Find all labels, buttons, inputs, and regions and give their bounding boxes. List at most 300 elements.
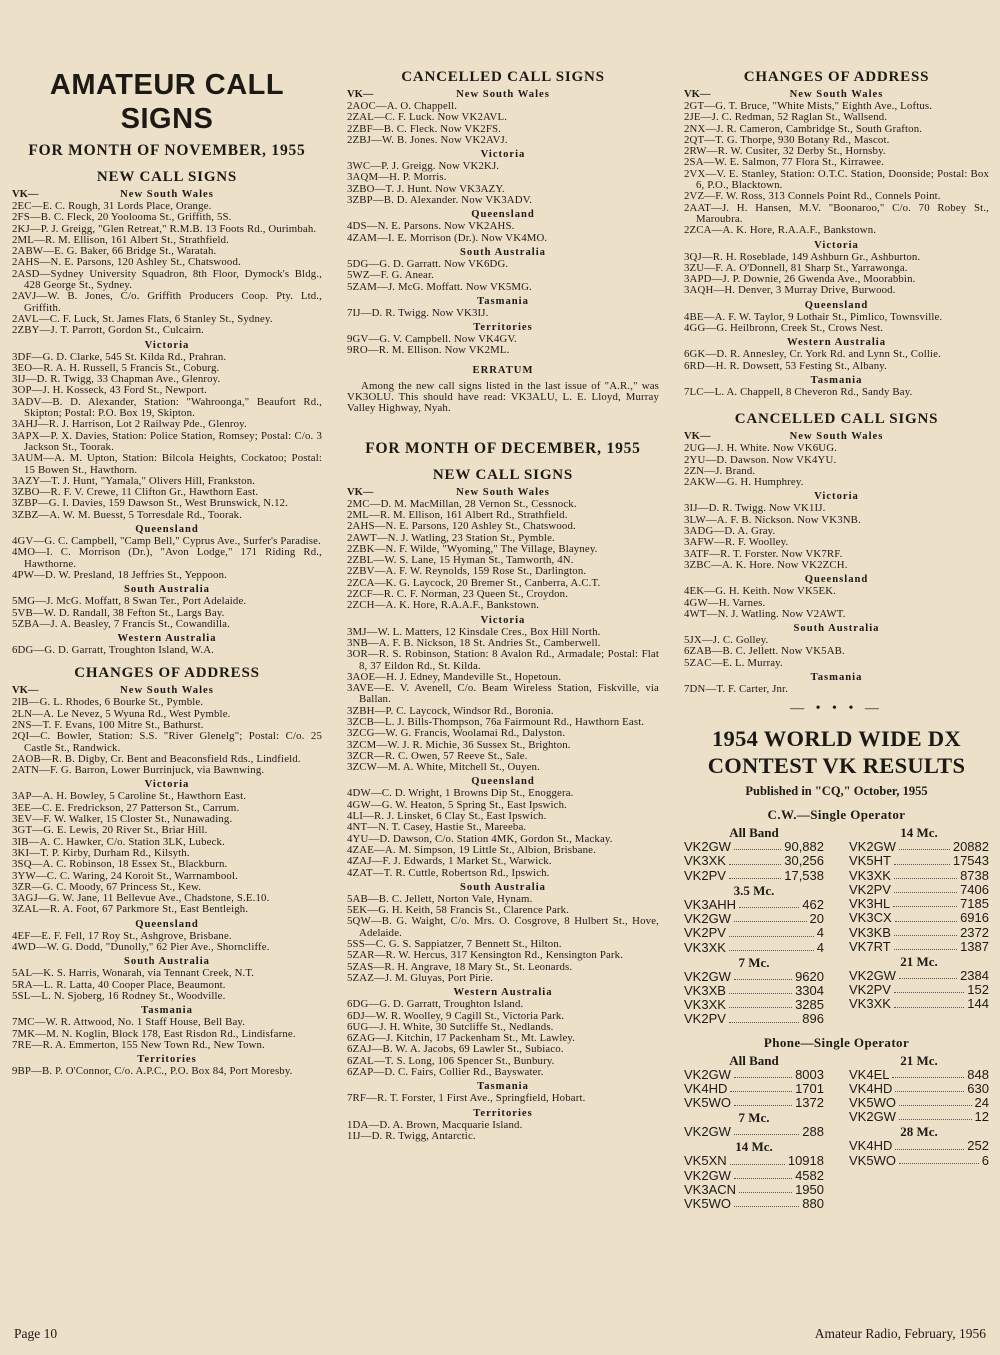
dx-subtitle: Published in "CQ," October, 1955 (745, 784, 928, 799)
state-heading: Tasmania (810, 671, 863, 683)
band-heading: All Band (729, 825, 779, 841)
call-sign-entry: 2FS—B. C. Fleck, 20 Yoolooma St., Griffith, 5S. (12, 211, 232, 224)
cw-category-heading: C.W.—Single Operator (767, 807, 906, 823)
call-sign-entry: 3APD—J. P. Downie, 26 Gwenda Ave., Moorabbin. (684, 273, 916, 286)
score: 896 (802, 1011, 824, 1027)
vk-label: VK— (684, 431, 711, 443)
call-sign-entry: 2ZBK—N. F. Wilde, "Wyoming," The Village, Blayney. (347, 542, 598, 555)
call-sign-entry: 5ZBA—J. A. Beasley, 7 Francis St., Cowandilla. (12, 617, 230, 630)
call-sign: VK2PV (684, 1011, 726, 1027)
vk-label: VK— (684, 89, 711, 100)
result-row (849, 969, 989, 983)
call-sign-entry: 5JX—J. C. Golley. (684, 634, 769, 647)
call-sign: VK2PV (684, 925, 726, 941)
entry-list (347, 1120, 659, 1143)
score: 1701 (795, 1080, 824, 1096)
vk-prefix-row (12, 685, 322, 697)
call-sign-entry: 2AOC—A. O. Chappell. (347, 100, 458, 112)
call-sign-entry: 4WD—W. G. Dodd, "Dunolly," 62 Pier Ave., Shorncliffe. (12, 941, 270, 954)
results-column (684, 1053, 824, 1212)
leader-dots (894, 983, 964, 993)
call-sign-entry: 2NX—J. R. Cameron, Cambridge St., South Grafton. (684, 122, 923, 135)
result-row (684, 1068, 824, 1082)
leader-dots (739, 1183, 792, 1193)
score: 17543 (952, 853, 989, 869)
entry-list (12, 201, 322, 337)
call-sign-entry: 3AOE—H. J. Edney, Mandeville St., Hopetoun. (347, 670, 562, 683)
call-sign: VK3XK (849, 996, 891, 1012)
call-sign-entry: 2UG—J. H. White. Now VK6UG. (684, 442, 838, 455)
call-sign-entry: 2ABW—E. G. Baker, 66 Bridge St., Waratah. (12, 245, 217, 258)
score: 17,538 (784, 867, 824, 883)
call-sign-entry: 3ZBH—P. C. Laycock, Windsor Rd., Boronia. (347, 704, 554, 717)
call-sign: VK3KB (849, 924, 891, 940)
call-sign-entry: 2AHS—N. E. Parsons, 120 Ashley St., Chatswood. (347, 520, 576, 533)
call-sign-entry: 3ZU—F. A. O'Donnell, 81 Sharp St., Yarrawonga. (684, 261, 908, 274)
result-row (684, 869, 824, 883)
call-sign-entry: 2ZBY—J. T. Parrott, Gordon St., Culcairn. (12, 324, 204, 337)
call-sign-entry: 7RF—R. T. Forster, 1 First Ave., Springfield, Hobart. (347, 1092, 586, 1105)
score: 10918 (787, 1153, 824, 1169)
state-heading: Victoria (144, 339, 190, 351)
leader-dots (895, 1082, 964, 1092)
call-sign-entry: 3APX—P. X. Davies, Station: Police Station, Romsey; Postal: C/o. 3 Jackson St., Toorak. (12, 429, 322, 453)
call-sign-entry: 3IJ—D. R. Twigg, 33 Chapman Ave., Glenroy. (12, 373, 221, 386)
entry-list (347, 221, 659, 244)
call-sign-entry: 4DW—C. D. Wright, 1 Browns Dip St., Enoggera. (347, 787, 574, 800)
call-sign-entry: 2LN—A. Le Nevez, 5 Wyuna Rd., West Pymble. (12, 707, 231, 720)
call-sign-entry: 2ZBL—W. S. Lane, 15 Hyman St., Tamworth, 4N. (347, 554, 574, 567)
state-heading: Queensland (471, 776, 535, 788)
call-sign: VK7RT (849, 938, 891, 954)
result-row (684, 840, 824, 854)
result-row (849, 940, 989, 954)
score: 630 (967, 1080, 989, 1096)
call-sign-entry: 3ZBP—B. D. Alexander. Now VK3ADV. (347, 194, 533, 207)
vk-label: VK— (12, 685, 39, 697)
call-sign-entry: 3AVE—E. V. Avenell, C/o. Beam Wireless Station, Fiskville, via Ballan. (347, 682, 659, 706)
phone-results-table (684, 1053, 989, 1212)
state-heading: New South Wales (120, 685, 214, 697)
result-row (684, 1012, 824, 1026)
state-heading: Victoria (814, 239, 859, 251)
call-sign-entry: 2YU—D. Dawson. Now VK4YU. (684, 453, 837, 466)
call-sign: VK5WO (684, 1195, 731, 1211)
score: 144 (967, 996, 989, 1012)
phone-category-heading: Phone—Single Operator (763, 1034, 910, 1050)
band-heading: All Band (729, 1052, 779, 1068)
entry-list (684, 635, 989, 669)
state-heading: Victoria (480, 149, 526, 161)
call-sign-entry: 3LW—A. F. B. Nickson. Now VK3NB. (684, 513, 861, 526)
call-sign-entry: 3IJ—D. R. Twigg. Now VK1IJ. (684, 502, 826, 515)
call-sign-entry: 4GV—G. C. Campbell, "Camp Bell," Cyprus Ave., Surfer's Paradise. (12, 535, 321, 548)
call-sign-entry: 2AVL—C. F. Luck, St. James Flats, 6 Stanley St., Sydney. (12, 312, 273, 325)
state-heading: Queensland (804, 299, 869, 311)
call-sign-entry: 9RO—R. M. Ellison. Now VK2ML. (347, 344, 510, 357)
call-sign-entry: 3AFW—R. F. Woolley. (684, 536, 789, 549)
call-sign-entry: 3ZCG—W. G. Francis, Woolamai Rd., Dalyston. (347, 727, 566, 740)
call-sign-entry: 2ZCA—K. G. Laycock, 20 Bremer St., Canberra, A.C.T. (347, 576, 601, 589)
vk-label: VK— (347, 486, 374, 498)
state-heading: New South Wales (456, 89, 550, 100)
call-sign-entry: 4NT—N. T. Casey, Hastie St., Mareeba. (347, 821, 527, 834)
results-column (849, 1053, 989, 1212)
call-sign-entry: 3ATF—R. T. Forster. Now VK7RF. (684, 547, 843, 560)
entry-list (684, 312, 989, 335)
score: 2372 (960, 924, 989, 940)
result-row (849, 1082, 989, 1096)
entry-list (12, 536, 322, 581)
band-heading: 28 Mc. (900, 1124, 938, 1140)
call-sign-entry: 3AGJ—G. W. Jane, 11 Bellevue Ave., Chadstone, S.E.10. (12, 892, 270, 905)
leader-dots (894, 854, 950, 864)
section-heading: CHANGES OF ADDRESS (74, 665, 260, 682)
state-heading: South Australia (124, 956, 210, 968)
call-sign-entry: 3ZAL—R. A. Foot, 67 Parkmore St., East Bentleigh. (12, 903, 249, 916)
score: 90,882 (784, 839, 824, 855)
result-row (684, 1154, 824, 1168)
entry-list (347, 308, 659, 319)
call-sign-entry: 3WC—P. J. Greigg. Now VK2KJ. (347, 160, 500, 173)
call-sign-entry: 6ZAL—T. S. Long, 106 Spencer St., Bunbury. (347, 1054, 555, 1067)
score: 20882 (952, 839, 989, 855)
state-heading: New South Wales (120, 189, 214, 200)
section-heading: CANCELLED CALL SIGNS (401, 69, 605, 85)
column-3 (684, 0, 989, 1211)
call-sign-entry: 3EE—C. E. Fredrickson, 27 Patterson St., Carrum. (12, 801, 240, 814)
call-sign-entry: 6ZAB—B. C. Jellett. Now VK5AB. (684, 645, 845, 658)
leader-dots (730, 1154, 785, 1164)
call-sign-entry: 5AL—K. S. Harris, Wonarah, via Tennant Creek, N.T. (12, 967, 255, 980)
results-column (849, 825, 989, 1026)
call-sign-entry: 7LC—L. A. Chappell, 8 Cheveron Rd., Sandy Bay. (684, 385, 913, 398)
call-sign-entry: 3MJ—W. L. Matters, 12 Kinsdale Cres., Box Hill North. (347, 625, 601, 638)
score: 4 (816, 939, 824, 955)
call-sign-entry: 2ZAL—C. F. Luck. Now VK2AVL. (347, 111, 508, 124)
result-row (849, 1096, 989, 1110)
entry-list (12, 697, 322, 776)
leader-dots (892, 1068, 964, 1078)
call-sign-entry: 3ZBO—R. F. V. Crewe, 11 Clifton Gr., Hawthorn East. (12, 486, 259, 499)
call-sign: VK3XK (684, 997, 726, 1013)
call-sign-entry: 6GK—D. R. Annesley, Cr. York Rd. and Lynn St., Collie. (684, 348, 941, 361)
call-sign-entry: 3OR—R. S. Robinson, Station: 8 Avalon Rd., Armadale; Postal: Flat 8, 37 Eildon Rd., St. Kilda. (347, 648, 659, 672)
band-heading: 21 Mc. (900, 953, 938, 969)
leader-dots (734, 970, 792, 980)
result-row (849, 869, 989, 883)
score: 4582 (795, 1167, 824, 1183)
band-heading: 21 Mc. (900, 1052, 938, 1068)
leader-dots (899, 1096, 972, 1106)
call-sign-entry: 3GT—G. E. Lewis, 20 River St., Briar Hill. (12, 824, 208, 837)
state-heading: New South Wales (456, 486, 550, 498)
score: 30,256 (784, 853, 824, 869)
state-heading: Victoria (144, 779, 190, 791)
score: 9620 (795, 968, 824, 984)
call-sign: VK2GW (849, 1109, 896, 1125)
call-sign-entry: 3NB—A. F. B. Nickson, 18 St. Andries St., Camberwell. (347, 636, 601, 649)
result-row (684, 984, 824, 998)
call-sign-entry: 3DF—G. D. Clarke, 545 St. Kilda Rd., Prahran. (12, 350, 227, 363)
band-heading: 14 Mc. (735, 1139, 773, 1155)
call-sign-entry: 4YU—D. Dawson, C/o. Station 4MK, Gordon St., Mackay. (347, 832, 613, 845)
state-heading: Queensland (135, 524, 199, 536)
call-sign: VK3ACN (684, 1181, 737, 1197)
state-heading: South Australia (460, 246, 546, 258)
call-sign-entry: 5DG—G. D. Garratt. Now VK6DG. (347, 257, 509, 270)
call-sign-entry: 5WZ—F. G. Anear. (347, 269, 434, 282)
call-sign-entry: 4EK—G. H. Keith. Now VK5EK. (684, 585, 836, 598)
band-heading: 7 Mc. (738, 954, 770, 970)
call-sign-entry: 2AAT—J. H. Hansen, M.V. "Boonaroo," C/o. 70 Robey St., Maroubra. (684, 201, 989, 225)
call-sign-entry: 6DG—G. D. Garratt, Troughton Island. (347, 998, 524, 1011)
call-sign-entry: 2ML—R. M. Ellison, 161 Albert Rd., Strathfield. (347, 508, 568, 521)
call-sign-entry: 2EC—E. C. Rough, 31 Lords Place, Orange. (12, 200, 212, 212)
call-sign-entry: 6ZAG—J. Kitchin, 17 Packenham St., Mt. Lawley. (347, 1032, 576, 1045)
score: 880 (802, 1195, 824, 1211)
score: 1950 (795, 1181, 824, 1197)
leader-dots (729, 869, 781, 879)
result-row (684, 1197, 824, 1211)
call-sign-entry: 4GW—H. Varnes. (684, 596, 766, 609)
call-sign-entry: 4GG—G. Heilbronn, Creek St., Crows Nest. (684, 322, 884, 335)
entry-list (12, 352, 322, 521)
band-heading: 14 Mc. (900, 825, 938, 841)
leader-dots (729, 984, 792, 994)
call-sign-entry: 5ZAC—E. L. Murray. (684, 656, 783, 669)
call-sign-entry: 2AVJ—W. B. Jones, C/o. Griffith Producers Coop. Pty. Ltd., Griffith. (12, 290, 322, 314)
entry-list (347, 627, 659, 774)
state-heading: Queensland (804, 574, 869, 586)
entry-list (12, 968, 322, 1002)
call-sign-entry: 2IB—G. L. Rhodes, 6 Bourke St., Pymble. (12, 696, 204, 709)
call-sign: VK2GW (684, 1124, 731, 1140)
leader-dots (734, 1096, 792, 1106)
call-sign-entry: 4ZAM—I. E. Morrison (Dr.). Now VK4MO. (347, 231, 548, 244)
section-heading: CANCELLED CALL SIGNS (734, 411, 939, 428)
call-sign-entry: 3ZCM—W. J. R. Michie, 36 Sussex St., Brighton. (347, 738, 571, 751)
result-row (684, 998, 824, 1012)
section-heading: NEW CALL SIGNS (96, 169, 238, 185)
score: 8738 (960, 867, 989, 883)
call-sign: VK2GW (684, 1066, 731, 1082)
call-sign-entry: 3AQM—H. P. Morris. (347, 171, 447, 184)
leader-dots (730, 1082, 792, 1092)
entry-list (684, 101, 989, 237)
call-sign-entry: 4ZAE—A. M. Simpson, 19 Little St., Albion, Brisbane. (347, 843, 596, 856)
call-sign-entry: 4PW—D. W. Presland, 18 Jeffries St., Yeppoon. (12, 568, 227, 581)
call-sign-entry: 3EO—R. A. H. Russell, 5 Francis St., Coburg. (12, 361, 220, 374)
call-sign: VK3XK (684, 853, 726, 869)
call-sign: VK5WO (849, 1152, 896, 1168)
state-heading: South Australia (793, 623, 880, 635)
call-sign-entry: 3ZCB—L. J. Bills-Thompson, 76a Fairmount Rd., Hawthorn East. (347, 715, 645, 728)
result-row (849, 854, 989, 868)
call-sign-entry: 3AZY—T. J. Hunt, "Yamala," Olivers Hill, Frankston. (12, 474, 256, 487)
erratum-text: Among the new call signs listed in the last issue of "A.R.," was VK3OLU. This should have read: VK3ALU, L. E. Lloyd, Murray Valley Highway, Nyah. (347, 379, 659, 415)
call-sign: VK2PV (849, 881, 891, 897)
call-sign-entry: 4DS—N. E. Parsons. Now VK2AHS. (347, 220, 515, 233)
result-row (684, 926, 824, 940)
entry-list (12, 791, 322, 915)
call-sign-entry: 2ZCF—R. C. F. Norman, 23 Queen St., Croydon. (347, 588, 569, 601)
result-row (684, 898, 824, 912)
call-sign-entry: 4MO—I. C. Morrison (Dr.), "Avon Lodge," 171 Riding Rd., Hawthorne. (12, 546, 322, 570)
result-row (849, 1139, 989, 1153)
result-row (849, 1110, 989, 1124)
state-heading: South Australia (460, 881, 546, 893)
entry-list (684, 503, 989, 571)
leader-dots (894, 869, 957, 879)
call-sign: VK4HD (849, 1080, 893, 1096)
vk-prefix-row (347, 487, 659, 499)
state-heading: Western Australia (786, 337, 887, 349)
entry-list (12, 645, 322, 656)
call-sign-entry: 5ZAM—J. McG. Moffatt. Now VK5MG. (347, 280, 532, 293)
score: 1387 (960, 938, 989, 954)
leader-dots (899, 840, 950, 850)
result-row (849, 1154, 989, 1168)
call-sign-entry: 5QW—B. G. Waight, C/o. Mrs. O. Cosgrove, 8 Hulbert St., Hove, Adelaide. (347, 915, 659, 939)
call-sign: VK4EL (849, 1066, 890, 1082)
leader-dots (734, 1169, 792, 1179)
call-sign-entry: 5VB—W. D. Randall, 38 Fefton St., Largs Bay. (12, 606, 225, 619)
call-sign-entry: 3ZBC—A. K. Hore. Now VK2ZCH. (684, 558, 848, 571)
state-heading: South Australia (124, 584, 210, 596)
state-heading: Tasmania (477, 1081, 529, 1093)
leader-dots (899, 969, 957, 979)
publication-footer: Amateur Radio, February, 1956 (814, 1326, 986, 1341)
result-row (849, 911, 989, 925)
state-heading: Western Australia (117, 633, 217, 645)
vk-label: VK— (347, 89, 374, 100)
call-sign: VK2PV (684, 867, 726, 883)
call-sign-entry: 4WT—N. J. Watling. Now V2AWT. (684, 607, 846, 620)
dx-title-line: CONTEST VK RESULTS (707, 753, 966, 779)
leader-dots (893, 897, 957, 907)
dx-title-line: 1954 WORLD WIDE DX (712, 726, 961, 752)
entry-list (684, 252, 989, 297)
score: 462 (802, 896, 824, 912)
entry-list (684, 586, 989, 620)
score: 8003 (795, 1066, 824, 1082)
call-sign: VK2GW (849, 967, 896, 983)
result-row (684, 912, 824, 926)
call-sign-entry: 7RE—R. A. Emmerton, 155 New Town Rd., New Town. (12, 1038, 265, 1051)
entry-list (347, 999, 659, 1078)
leader-dots (729, 998, 792, 1008)
call-sign-entry: 2QI—C. Bowler, Station: S.S. "River Glenelg"; Postal: C/o. 25 Castle St., Randwick. (12, 730, 322, 754)
result-row (684, 1183, 824, 1197)
call-sign: VK3HL (849, 896, 891, 912)
entry-list (12, 1066, 322, 1077)
call-sign: VK2GW (849, 839, 896, 855)
score: 4 (816, 925, 824, 941)
state-heading: New South Wales (789, 89, 884, 100)
entry-list (347, 894, 659, 984)
call-sign-entry: 3ZR—G. C. Moody, 67 Princess St., Kew. (12, 880, 202, 893)
leader-dots (899, 1110, 972, 1120)
call-sign-entry: 4LI—R. J. Linsket, 6 Clay St., East Ipswich. (347, 810, 547, 823)
call-sign-entry: 2ZN—J. Brand. (684, 464, 756, 477)
vk-prefix-row (684, 89, 989, 101)
call-sign: VK2GW (684, 839, 731, 855)
leader-dots (894, 940, 957, 950)
call-sign-entry: 2ML—R. M. Ellison, 161 Albert St., Strathfield. (12, 233, 229, 246)
call-sign-entry: 5ZAS—R. H. Angrave, 18 Mary St., St. Leonards. (347, 960, 573, 973)
call-sign-entry: 2AWT—N. J. Watling, 23 Station St., Pymble. (347, 531, 555, 544)
state-heading: Victoria (480, 614, 526, 626)
result-row (849, 997, 989, 1011)
call-sign-entry: 6UG—J. H. White, 30 Sutcliffe St., Nedlands. (347, 1020, 554, 1033)
result-row (849, 983, 989, 997)
call-sign-entry: 1IJ—D. R. Twigg, Antarctic. (347, 1129, 476, 1142)
score: 252 (967, 1138, 989, 1154)
cw-results-table (684, 825, 989, 1026)
leader-dots (729, 941, 814, 951)
call-sign-entry: 3ZBZ—A. W. M. Buesst, 5 Torresdale Rd., Toorak. (12, 508, 243, 521)
score: 6916 (960, 910, 989, 926)
call-sign-entry: 3ZCR—R. C. Owen, 57 Reeve St., Sale. (347, 749, 528, 762)
call-sign-entry: 4BE—A. F. W. Taylor, 9 Lothair St., Pimlico, Townsville. (684, 310, 943, 323)
leader-dots (894, 997, 964, 1007)
entry-list (12, 931, 322, 954)
call-sign-entry: 6DG—G. D. Garratt, Troughton Island, W.A. (12, 644, 214, 657)
vk-prefix-row (684, 431, 989, 443)
call-sign-entry: 2AOB—R. B. Digby, Cr. Bent and Beaconsfield Rds., Lindfield. (12, 752, 301, 765)
result-row (684, 941, 824, 955)
call-sign: VK4HD (849, 1138, 893, 1154)
result-row (849, 897, 989, 911)
entry-list (684, 349, 989, 372)
call-sign-entry: 3QJ—R. H. Roseblade, 149 Ashburn Gr., Ashburton. (684, 250, 921, 263)
call-sign-entry: 2ZBJ—W. B. Jones. Now VK2AVJ. (347, 133, 508, 146)
entry-list (684, 387, 989, 398)
score: 3304 (795, 982, 824, 998)
entry-list (347, 259, 659, 293)
score: 152 (967, 982, 989, 998)
call-sign-entry: 5SS—C. G. S. Sappiatzer, 7 Bennett St., Hilton. (347, 938, 562, 951)
call-sign-entry: 7MK—M. N. Koglin, Block 178, East Risdon Rd., Lindisfarne. (12, 1027, 296, 1040)
call-sign-entry: 7IJ—D. R. Twigg. Now VK3IJ. (347, 306, 489, 319)
call-sign: VK3AHH (684, 896, 737, 912)
call-sign: VK5XN (684, 1153, 727, 1169)
column-2 (347, 0, 659, 1142)
page-title: AMATEUR CALL SIGNS (49, 69, 285, 135)
call-sign-entry: 2QT—T. G. Thorpe, 930 Botany Rd., Mascot. (684, 133, 890, 146)
result-row (849, 840, 989, 854)
state-heading: Western Australia (453, 987, 553, 999)
state-heading: Territories (473, 1107, 533, 1119)
state-heading: Queensland (471, 209, 535, 221)
call-sign-entry: 2KJ—P. J. Greigg, "Glen Retreat," R.M.B. 13 Foots Rd., Ourimbah. (12, 222, 317, 235)
call-sign-entry: 4ZAJ—F. J. Edwards, 1 Market St., Warwick. (347, 855, 552, 868)
score: 2384 (960, 967, 989, 983)
call-sign-entry: 5ZAZ—J. M. Gluyas, Port Pirie. (347, 971, 494, 984)
call-sign-entry: 7MC—W. R. Attwood, No. 1 Staff House, Bell Bay. (12, 1016, 246, 1029)
result-row (684, 1082, 824, 1096)
score: 12 (974, 1109, 989, 1125)
call-sign: VK5WO (849, 1094, 896, 1110)
entry-list (347, 499, 659, 612)
vk-label: VK— (12, 189, 39, 200)
call-sign: VK3CX (849, 910, 892, 926)
call-sign-entry: 3AHJ—R. J. Harrison, Lot 2 Railway Pde., Glenroy. (12, 418, 247, 431)
state-heading: Tasmania (810, 374, 863, 386)
call-sign-entry: 2ZCA—A. K. Hore, R.A.A.F., Bankstown. (684, 224, 877, 237)
leader-dots (894, 926, 957, 936)
